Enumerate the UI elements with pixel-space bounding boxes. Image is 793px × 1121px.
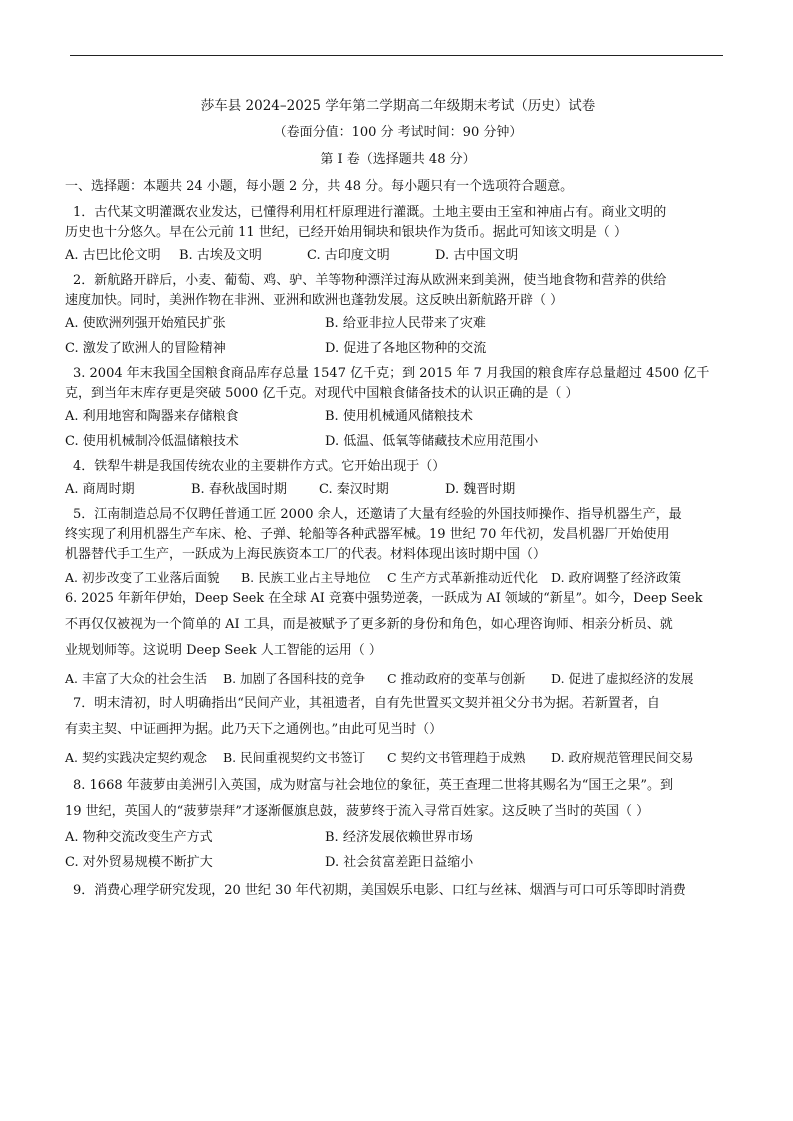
option-a: A. 丰富了大众的社会生活 xyxy=(65,671,207,686)
option-c: C. 使用机械制冷低温储粮技术 xyxy=(65,434,239,449)
question-line: 不再仅仅被视为一个简单的 AI 工具，而是被赋予了更多新的身份和角色，如心理咨询师、相亲分析员、就 xyxy=(65,617,673,632)
option-b: B. 民间重视契约文书签订 xyxy=(223,750,366,765)
option-a: A. 商周时期 xyxy=(65,482,135,497)
option-d: D. 政府调整了经济政策 xyxy=(551,570,682,585)
option-c: C. 秦汉时期 xyxy=(319,482,389,497)
question-line: 2．新航路开辟后，小麦、葡萄、鸡、驴、羊等物种漂洋过海从欧洲来到美洲，使当地食物和营养的供给 xyxy=(73,273,667,288)
exam-meta: （卷面分值：100 分 考试时间：90 分钟） xyxy=(273,125,523,140)
question-4 xyxy=(65,457,723,500)
option-b: B. 加剧了各国科技的竞争 xyxy=(223,671,366,686)
question-line: 3. 2004 年末我国全国粮食商品库存总量 1547 亿千克；到 2015 年 7 月我国的粮食库存总量超过 4500 亿千 xyxy=(73,366,710,381)
question-5 xyxy=(65,505,723,588)
question-2 xyxy=(65,271,723,359)
question-line: 6. 2025 年新年伊始，Deep Seek 在全球 AI 竞赛中强势逆袭，一跃成为 AI 领域的“新星”。如今，Deep Seek xyxy=(65,591,703,606)
option-a: A. 初步改变了工业落后面貌 xyxy=(65,570,220,585)
question-line: 终实现了利用机器生产车床、枪、子弹、轮船等各种武器军械。19 世纪 70 年代初，发昌机器厂开始使用 xyxy=(65,527,670,542)
option-b: B. 春秋战国时期 xyxy=(191,482,287,497)
question-line: 有卖主契、中证画押为据。此乃天下之通例也。”由此可见当时（） xyxy=(65,722,443,737)
question-line: 19 世纪，英国人的“菠萝崇拜”才逐渐偃旗息鼓，菠萝终于流入寻常百姓家。这反映了当时的英国（ ） xyxy=(65,804,650,819)
option-a: A. 利用地窖和陶器来存储粮食 xyxy=(65,409,239,424)
option-d: D. 低温、低氧等储藏技术应用范围小 xyxy=(325,434,539,449)
option-d: D. 促进了各地区物种的交流 xyxy=(325,341,487,356)
option-c: C 契约文书管理趋于成熟 xyxy=(387,750,526,765)
question-line: 9．消费心理学研究发现，20 世纪 30 年代初期，美国娱乐电影、口红与丝袜、烟酒与可口可乐等即时消费 xyxy=(73,883,686,898)
option-d: D. 古中国文明 xyxy=(435,248,519,263)
section-title: 第 I 卷（选择题共 48 分） xyxy=(320,152,476,167)
option-c: C. 对外贸易规模不断扩大 xyxy=(65,855,213,870)
question-line: 机器替代手工生产，一跃成为上海民族资本工厂的代表。材料体现出该时期中国（） xyxy=(65,547,547,562)
option-a: A. 使欧洲列强开始殖民扩张 xyxy=(65,316,226,331)
option-c: C 推动政府的变革与创新 xyxy=(387,671,526,686)
question-1 xyxy=(65,203,723,266)
question-line: 历史也十分悠久。早在公元前 11 世纪，已经开始用铜块和银块作为货币。据此可知该文明是（ ） xyxy=(65,225,627,240)
option-d: D. 魏晋时期 xyxy=(445,482,516,497)
option-b: B. 给亚非拉人民带来了灾难 xyxy=(325,316,486,331)
question-line: 克，到当年末库存更是突破 5000 亿千克。对现代中国粮食储备技术的认识正确的是（ ） xyxy=(65,386,579,401)
question-line: 7．明末清初，时人明确指出“民间产业，其祖遗者，自有先世置买文契并祖父分书为据。若新置者，自 xyxy=(73,696,660,711)
question-6 xyxy=(65,589,723,689)
question-line: 业规划师等。这说明 Deep Seek 人工智能的运用（ ） xyxy=(65,643,382,658)
question-line: 速度加快。同时，美洲作物在非洲、亚洲和欧洲也蓬勃发展。这反映出新航路开辟（ ） xyxy=(65,293,564,308)
instructions: 一、选择题：本题共 24 小题，每小题 2 分，共 48 分。每小题只有一个选项符合题意。 xyxy=(65,179,574,194)
exam-page xyxy=(65,96,723,901)
question-line: 5．江南制造总局不仅聘任普通工匠 2000 余人，还邀请了大量有经验的外国技师操作、指导机器生产，最 xyxy=(73,507,682,522)
question-line: 8. 1668 年菠萝由美洲引入英国，成为财富与社会地位的象征，英王查理二世将其赐名为“国王之果”。到 xyxy=(73,778,674,793)
question-3 xyxy=(65,364,723,452)
option-c: C. 激发了欧洲人的冒险精神 xyxy=(65,341,226,356)
option-b: B. 民族工业占主导地位 xyxy=(241,570,371,585)
option-b: B. 经济发展依赖世界市场 xyxy=(325,830,473,845)
option-a: A. 古巴比伦文明 xyxy=(65,248,161,263)
option-c: C. 古印度文明 xyxy=(307,248,390,263)
question-9 xyxy=(73,881,723,901)
header-rule xyxy=(70,55,723,56)
option-d: D. 政府规范管理民间交易 xyxy=(551,750,694,765)
option-b: B. 使用机械通风储粮技术 xyxy=(325,409,473,424)
option-c: C 生产方式革新推动近代化 xyxy=(387,570,539,585)
option-b: B. 古埃及文明 xyxy=(179,248,262,263)
option-d: D. 促进了虚拟经济的发展 xyxy=(551,671,694,686)
option-d: D. 社会贫富差距日益缩小 xyxy=(325,855,474,870)
question-line: 4．铁犁牛耕是我国传统农业的主要耕作方式。它开始出现于（） xyxy=(73,459,446,474)
option-a: A. 契约实践决定契约观念 xyxy=(65,750,207,765)
question-line: 1．古代某文明灌溉农业发达，已懂得利用杠杆原理进行灌溉。土地主要由王室和神庙占有。商业文明的 xyxy=(73,205,667,220)
option-a: A. 物种交流改变生产方式 xyxy=(65,830,213,845)
question-7 xyxy=(65,694,723,768)
exam-title: 莎车县 2024–2025 学年第二学期高二年级期末考试（历史）试卷 xyxy=(200,98,596,114)
question-8 xyxy=(65,776,723,873)
